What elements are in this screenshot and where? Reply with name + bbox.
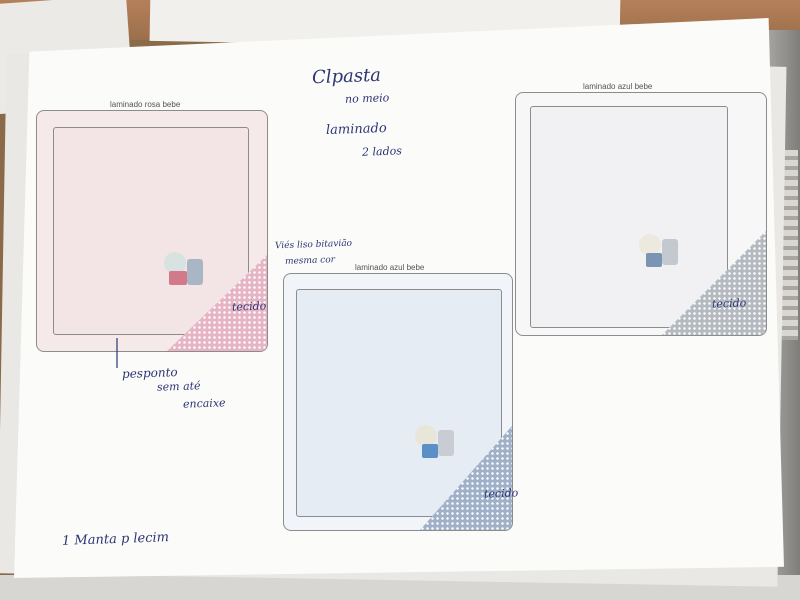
panel-label-blue-right: laminado azul bebe (583, 82, 653, 91)
note-top-line-4: 2 lados (361, 144, 403, 159)
note-top-line-2: no meio (344, 91, 390, 106)
note-vies-line-2: mesma cor (284, 255, 336, 267)
note-below-pink-line-1: pesponto (121, 365, 178, 381)
teddy-bear-icon (161, 249, 207, 289)
panel-label-blue-center: laminado azul bebe (355, 263, 425, 272)
teddy-bear-icon (636, 231, 682, 271)
note-below-pink-line-3: encaixe (182, 396, 226, 411)
corner-note-pink: tecido (231, 299, 267, 314)
teddy-bear-icon (412, 422, 458, 462)
note-vies-line-1: Viés liso bitavião (274, 238, 353, 252)
note-top-line-1: Clpasta (311, 64, 382, 89)
note-bottom-left: 1 Manta p lecim (61, 530, 170, 549)
corner-note-blue-center: tecido (483, 486, 519, 501)
panel-label-pink: laminado rosa bebe (110, 100, 181, 109)
panel-pink (36, 110, 268, 352)
panel-blue-center (283, 273, 513, 531)
note-top-line-3: laminado (325, 120, 387, 139)
panel-inner-border (530, 106, 728, 328)
corner-note-blue-right: tecido (711, 296, 747, 311)
note-below-pink-line-2: sem até (156, 379, 201, 394)
